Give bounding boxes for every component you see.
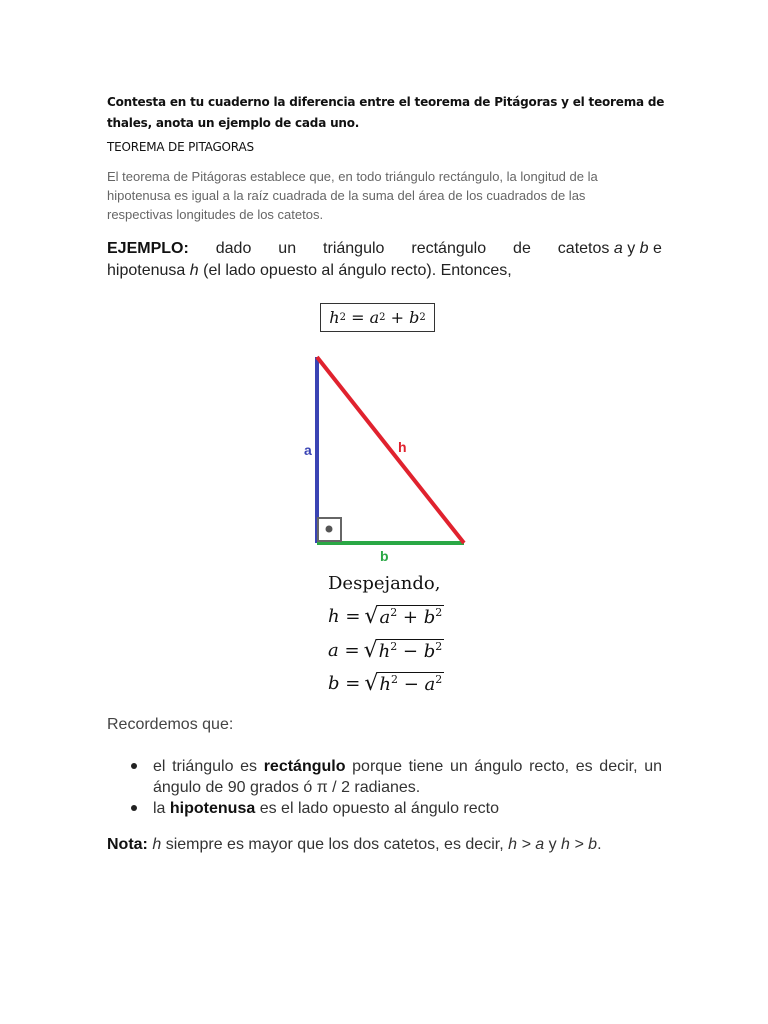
word: rectángulo xyxy=(411,240,487,257)
radicand: $a^2 + b^2$ xyxy=(379,606,443,628)
equals-sign: = xyxy=(351,308,365,327)
section-heading: TEOREMA DE PITAGORAS xyxy=(107,140,254,154)
nota-text: siempre es mayor que los dos catetos, es decir, xyxy=(165,836,504,853)
formula-b: b xyxy=(409,308,420,327)
equation-a: a = √ $h^2 - b^2$ xyxy=(328,638,443,663)
label-a: a xyxy=(304,442,312,458)
word: dado xyxy=(215,240,252,257)
intro-paragraph: El teorema de Pitágoras establece que, en todo triángulo rectángulo, la longitud de la hipotenusa es igual a la raíz cuadrada de la suma del área de los cuadrados de las respectivas longitudes de los catetos. xyxy=(107,169,598,222)
example-line-1 xyxy=(107,238,662,260)
bold-term: hipotenusa xyxy=(169,800,256,817)
right-angle-dot xyxy=(326,526,333,533)
exponent: 2 xyxy=(419,312,426,323)
eq-lhs: a xyxy=(328,640,339,661)
exponent: 2 xyxy=(339,312,346,323)
sqrt-icon: √ xyxy=(364,671,379,696)
comparison-2: h > b xyxy=(561,836,598,853)
equation-b: b = √ $h^2 - a^2$ xyxy=(328,671,443,696)
nota-label: Nota: xyxy=(107,836,148,853)
equation-h: h = √ $a^2 + b^2$ xyxy=(328,604,443,629)
example-line-2 xyxy=(107,260,662,282)
label-b: b xyxy=(380,548,389,564)
hypotenuse-line xyxy=(317,357,464,543)
label-h: h xyxy=(398,439,407,455)
despejando-title: Despejando, xyxy=(328,573,441,594)
var-a: a xyxy=(613,240,623,257)
word: de xyxy=(513,240,531,257)
example-label: EJEMPLO: xyxy=(107,240,189,257)
word: un xyxy=(278,240,297,257)
facts-list xyxy=(107,756,662,819)
plus-sign: + xyxy=(390,308,404,327)
eq-lhs: b xyxy=(328,673,340,694)
pythagoras-formula-box xyxy=(320,303,435,332)
var-h: h xyxy=(189,262,199,279)
bold-term: rectángulo xyxy=(263,758,346,775)
formula-a: a xyxy=(369,308,380,327)
nota-paragraph xyxy=(107,836,602,854)
word: triángulo xyxy=(323,240,385,257)
word: y xyxy=(548,836,557,853)
instruction-text: Contesta en tu cuaderno la diferencia entre el teorema de Pitágoras y el teorema de thales, anota un ejemplo de cada uno. xyxy=(107,95,665,130)
comparison-1: h > a xyxy=(508,836,545,853)
example-paragraph xyxy=(107,238,662,282)
sqrt-icon: √ xyxy=(364,604,379,629)
recordemos-text: Recordemos que: xyxy=(107,716,234,733)
list-item: el triángulo es rectángulo porque tiene un ángulo recto, es decir, un ángulo de 90 grados ó π / 2 radianes. xyxy=(107,756,662,798)
eq-lhs: h xyxy=(328,606,340,627)
formula-h: h xyxy=(329,308,340,327)
example-catetos-group xyxy=(558,238,662,260)
example-line-2-text: (el lado opuesto al ángulo recto). Entonces, xyxy=(203,262,512,279)
period: . xyxy=(597,836,602,853)
var-h: h xyxy=(152,836,162,853)
sqrt-icon: √ xyxy=(363,638,378,663)
radicand: $h^2 - b^2$ xyxy=(378,640,443,662)
word: e xyxy=(653,240,662,257)
var-b: b xyxy=(639,240,649,257)
word: y xyxy=(627,240,636,257)
exponent: 2 xyxy=(379,312,386,323)
list-item: la hipotenusa es el lado opuesto al ángulo recto xyxy=(107,798,662,819)
word: hipotenusa xyxy=(107,262,186,279)
word: catetos xyxy=(557,240,610,257)
radicand: $h^2 - a^2$ xyxy=(379,673,443,695)
right-triangle-diagram xyxy=(290,345,490,570)
